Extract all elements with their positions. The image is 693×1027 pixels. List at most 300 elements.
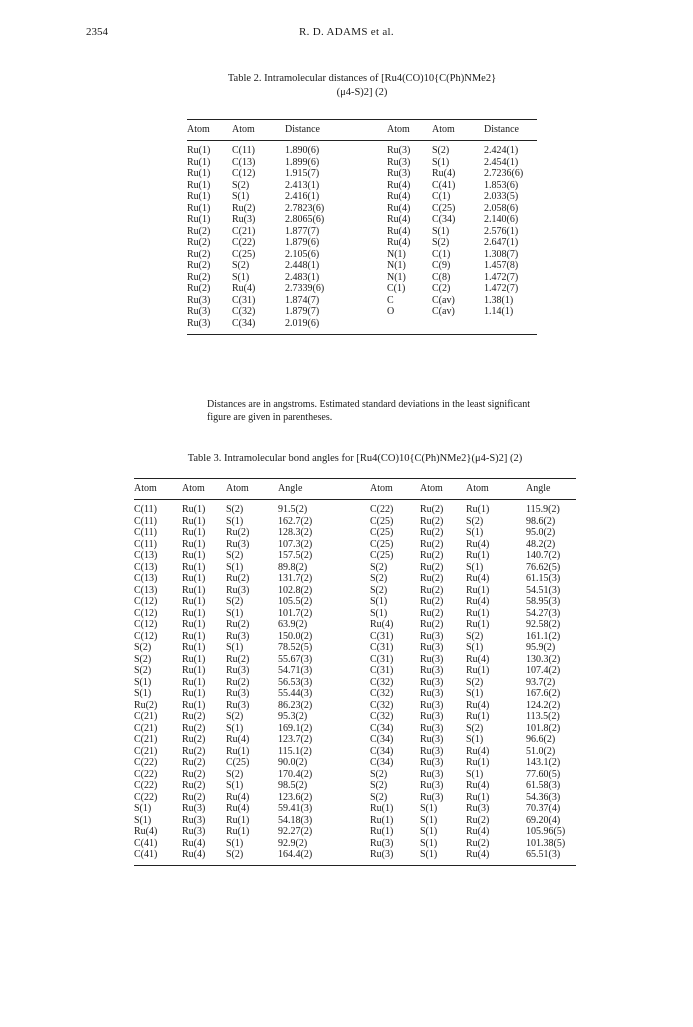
- table-cell: Ru(1): [226, 826, 250, 837]
- table-cell: 95.3(2): [278, 711, 308, 722]
- table-cell: 61.15(3): [526, 573, 561, 584]
- table-cell: Ru(1): [182, 653, 206, 665]
- table-cell: S(2): [466, 630, 484, 642]
- table-cell: Ru(1): [182, 573, 206, 584]
- table-cell: 1.899(6): [285, 156, 320, 168]
- table-cell: Ru(1): [187, 179, 211, 191]
- table-cell: 2.454(1): [484, 156, 519, 168]
- table-cell: C(12): [134, 630, 158, 642]
- table-cell: 150.0(2): [278, 630, 313, 642]
- table-cell: 2.424(1): [484, 145, 519, 156]
- table-cell: Ru(4): [466, 699, 490, 711]
- table-cell: Ru(1): [466, 619, 490, 630]
- table-cell: C(8): [432, 271, 451, 283]
- table-cell: 1.14(1): [484, 306, 514, 317]
- table-cell: Ru(2): [187, 260, 211, 271]
- table-cell: Ru(3): [420, 722, 444, 734]
- table-row: [134, 688, 576, 700]
- table-cell: 2.8065(6): [285, 214, 325, 225]
- table-cell: S(2): [370, 780, 388, 791]
- table-cell: C(34): [232, 317, 256, 329]
- table2-header-cell: Distance: [484, 124, 519, 135]
- table-cell: C(32): [232, 306, 256, 317]
- table-cell: Ru(3): [420, 665, 444, 676]
- table-row: [187, 180, 537, 192]
- table-cell: 2.448(1): [285, 260, 320, 271]
- table-row: [134, 803, 576, 815]
- table-cell: S(2): [370, 584, 388, 596]
- table-cell: Ru(2): [466, 814, 490, 826]
- table3-bond-angles: [134, 478, 576, 866]
- table-cell: Ru(1): [182, 630, 206, 642]
- table-cell: S(1): [432, 225, 450, 237]
- table-cell: Ru(2): [420, 550, 444, 561]
- table-cell: Ru(4): [466, 596, 490, 607]
- table2-footnote: Distances are in angstroms. Estimated standard deviations in the least significant figure are given in parentheses.: [207, 399, 530, 423]
- table-cell: C(1): [432, 248, 451, 260]
- table-cell: C(34): [370, 722, 394, 734]
- table2-distances: [187, 119, 537, 335]
- table-row: [134, 539, 576, 551]
- table-cell: Ru(1): [187, 168, 211, 179]
- table-row: [134, 654, 576, 666]
- table-cell: C(32): [370, 676, 394, 688]
- table-cell: [387, 318, 432, 335]
- table3-header-cell: Atom: [134, 483, 157, 494]
- table3-header-cell: Atom: [370, 483, 393, 494]
- table-cell: 107.4(2): [526, 665, 561, 676]
- table-cell: 98.6(2): [526, 515, 556, 527]
- table-cell: Ru(3): [466, 803, 490, 814]
- table-cell: N(1): [387, 248, 406, 260]
- table-cell: S(2): [134, 642, 152, 653]
- table-row: [134, 838, 576, 850]
- table-cell: Ru(2): [226, 653, 250, 665]
- table-cell: S(1): [134, 803, 152, 814]
- table-cell: 1.308(7): [484, 248, 519, 260]
- table-cell: 98.5(2): [278, 780, 308, 791]
- table-cell: 2.7339(6): [285, 283, 325, 294]
- table-cell: S(1): [420, 849, 438, 860]
- table-cell: Ru(1): [466, 607, 490, 619]
- table-cell: Ru(3): [182, 826, 206, 837]
- table-cell: Ru(3): [187, 317, 211, 329]
- table-cell: 1.38(1): [484, 294, 514, 306]
- table-cell: Ru(1): [182, 538, 206, 550]
- table-row: [134, 723, 576, 735]
- table-cell: 105.5(2): [278, 596, 313, 607]
- table-cell: 2.7823(6): [285, 202, 325, 214]
- table-cell: 65.51(3): [526, 849, 561, 860]
- table-cell: S(2): [370, 768, 388, 780]
- table-cell: 2.019(6): [285, 317, 320, 329]
- table-row: [187, 283, 537, 295]
- table-cell: Ru(3): [226, 665, 250, 676]
- table-cell: 1.890(6): [285, 145, 320, 156]
- table-cell: C(34): [370, 757, 394, 768]
- table-cell: 1.874(7): [285, 294, 320, 306]
- table-cell: S(1): [232, 271, 250, 283]
- table-cell: C(25): [370, 515, 394, 527]
- table2-header-cell: Atom: [187, 124, 210, 135]
- table-cell: 101.7(2): [278, 607, 313, 619]
- table-cell: C(11): [134, 538, 157, 550]
- table-cell: Ru(1): [182, 584, 206, 596]
- table2-header-cell: Atom: [432, 124, 455, 135]
- table-cell: S(1): [466, 688, 484, 699]
- table-cell: S(2): [370, 573, 388, 584]
- table3-body: [134, 500, 576, 866]
- table-row: [134, 527, 576, 539]
- table-cell: Ru(3): [420, 768, 444, 780]
- table-cell: Ru(1): [182, 515, 206, 527]
- table-cell: 58.95(3): [526, 596, 561, 607]
- table-cell: C(12): [134, 619, 158, 630]
- table2-caption-line1: Table 2. Intramolecular distances of [Ru4(CO)10{C(Ph)NMe2}: [227, 73, 497, 84]
- table-cell: Ru(4): [466, 849, 490, 860]
- table-cell: C(21): [134, 745, 158, 757]
- table-cell: Ru(4): [370, 619, 394, 630]
- table-cell: Ru(1): [466, 791, 490, 803]
- table-cell: Ru(2): [420, 504, 444, 515]
- table2-header-cell: Atom: [232, 124, 255, 135]
- table-cell: S(1): [226, 780, 244, 791]
- table-cell: S(1): [466, 768, 484, 780]
- table-cell: 162.7(2): [278, 515, 313, 527]
- table-cell: Ru(4): [387, 225, 411, 237]
- table-cell: Ru(4): [232, 283, 256, 294]
- table-cell: Ru(1): [466, 550, 490, 561]
- table-row: [187, 249, 537, 261]
- table-row: [134, 619, 576, 631]
- table-cell: Ru(3): [420, 780, 444, 791]
- table-cell: C(av): [432, 294, 455, 306]
- table-cell: S(1): [226, 607, 244, 619]
- table-cell: 76.62(5): [526, 561, 561, 573]
- table-cell: Ru(2): [187, 237, 211, 248]
- table-cell: Ru(2): [182, 780, 206, 791]
- table2-caption: [187, 72, 537, 100]
- table-cell: Ru(3): [420, 630, 444, 642]
- table-cell: 130.3(2): [526, 653, 561, 665]
- table-cell: S(2): [466, 722, 484, 734]
- table-cell: 143.1(2): [526, 757, 561, 768]
- table-cell: C(22): [134, 780, 158, 791]
- table-cell: Ru(2): [226, 676, 250, 688]
- table-cell: Ru(1): [370, 814, 394, 826]
- table-cell: 2.033(5): [484, 191, 519, 202]
- table-cell: 54.36(3): [526, 791, 561, 803]
- table3-header-cell: Angle: [526, 483, 551, 494]
- table-cell: Ru(3): [420, 711, 444, 722]
- table-cell: C(11): [134, 515, 157, 527]
- table-cell: S(1): [420, 837, 438, 849]
- table3-header-cell: Atom: [226, 483, 249, 494]
- table-row: [187, 295, 537, 307]
- table-cell: S(2): [226, 849, 244, 860]
- table-cell: S(2): [432, 237, 450, 248]
- table-cell: 78.52(5): [278, 642, 313, 653]
- table-cell: Ru(1): [182, 596, 206, 607]
- table-cell: Ru(2): [182, 791, 206, 803]
- table-cell: 105.96(5): [526, 826, 566, 837]
- table-cell: 131.7(2): [278, 573, 313, 584]
- table-cell: C(21): [232, 225, 256, 237]
- table-cell: 93.7(2): [526, 676, 556, 688]
- table-cell: S(1): [226, 837, 244, 849]
- table-row: [134, 826, 576, 838]
- table-cell: 169.1(2): [278, 722, 313, 734]
- table-cell: Ru(3): [420, 734, 444, 745]
- table-cell: Ru(3): [420, 745, 444, 757]
- table-row: [187, 318, 537, 335]
- table-cell: Ru(3): [420, 791, 444, 803]
- table-cell: Ru(3): [370, 837, 394, 849]
- table-cell: S(2): [232, 179, 250, 191]
- table-cell: C(13): [134, 573, 158, 584]
- table-cell: C(13): [134, 584, 158, 596]
- table-row: [134, 665, 576, 677]
- table-row: [187, 306, 537, 318]
- table-cell: S(2): [226, 550, 244, 561]
- table-cell: 123.7(2): [278, 734, 313, 745]
- table-cell: C(32): [370, 699, 394, 711]
- table-cell: C(41): [134, 837, 158, 849]
- table-cell: Ru(2): [187, 225, 211, 237]
- table-cell: S(1): [466, 734, 484, 745]
- table-cell: C(13): [232, 156, 256, 168]
- table-cell: 164.4(2): [278, 849, 313, 860]
- table3-header-cell: Atom: [182, 483, 205, 494]
- table-cell: C(12): [134, 596, 158, 607]
- table-row: [187, 141, 537, 157]
- table-cell: O: [387, 306, 395, 317]
- table-cell: Ru(2): [420, 538, 444, 550]
- table-cell: Ru(4): [226, 803, 250, 814]
- table-cell: 107.3(2): [278, 538, 313, 550]
- table-cell: C(34): [370, 745, 394, 757]
- table-cell: Ru(4): [387, 214, 411, 225]
- table-cell: 51.0(2): [526, 745, 556, 757]
- table-cell: [484, 318, 537, 335]
- table-cell: 113.5(2): [526, 711, 560, 722]
- table-cell: S(2): [226, 596, 244, 607]
- table-cell: Ru(4): [466, 538, 490, 550]
- table-cell: 92.58(2): [526, 619, 561, 630]
- table-cell: C(31): [370, 642, 394, 653]
- table-cell: C(21): [134, 734, 158, 745]
- table-cell: S(2): [134, 653, 152, 665]
- table-cell: Ru(3): [232, 214, 256, 225]
- page-number: 2354: [86, 26, 108, 38]
- table-cell: 115.9(2): [526, 504, 560, 515]
- table-cell: C(31): [370, 665, 394, 676]
- table-cell: S(2): [232, 260, 250, 271]
- table-cell: Ru(3): [420, 642, 444, 653]
- table-cell: S(1): [226, 561, 244, 573]
- table-cell: S(2): [134, 665, 152, 676]
- table-cell: Ru(3): [387, 168, 411, 179]
- table-cell: 56.53(3): [278, 676, 313, 688]
- table-cell: C(31): [370, 653, 394, 665]
- table-cell: 59.41(3): [278, 803, 313, 814]
- table-cell: 1.915(7): [285, 168, 320, 179]
- table-cell: S(2): [370, 561, 388, 573]
- table-cell: Ru(2): [182, 745, 206, 757]
- table2-header-cell: Atom: [387, 124, 410, 135]
- table-cell: C(22): [134, 791, 158, 803]
- table-cell: Ru(3): [420, 699, 444, 711]
- table-cell: 61.58(3): [526, 780, 561, 791]
- table-cell: Ru(3): [387, 145, 411, 156]
- table-cell: S(1): [226, 722, 244, 734]
- table-cell: 92.9(2): [278, 837, 308, 849]
- table2-header-row: [187, 120, 537, 141]
- table-cell: Ru(1): [187, 191, 211, 202]
- table-cell: Ru(4): [466, 745, 490, 757]
- table-cell: C(25): [370, 538, 394, 550]
- table-cell: 1.877(7): [285, 225, 320, 237]
- table-cell: S(1): [420, 814, 438, 826]
- table-cell: C(22): [232, 237, 256, 248]
- table-cell: Ru(1): [182, 527, 206, 538]
- table-cell: C(22): [370, 504, 394, 515]
- table-cell: Ru(2): [466, 837, 490, 849]
- table-cell: Ru(1): [187, 156, 211, 168]
- table2-caption-line2: (μ4-S)2] (2): [336, 87, 388, 98]
- table-cell: C(41): [134, 849, 158, 860]
- table-cell: S(2): [226, 504, 244, 515]
- table-cell: 1.472(7): [484, 283, 519, 294]
- table3-header-cell: Angle: [278, 483, 303, 494]
- table-cell: S(1): [370, 596, 388, 607]
- table-cell: S(1): [232, 191, 250, 202]
- table-cell: Ru(2): [182, 722, 206, 734]
- table-cell: Ru(1): [466, 665, 490, 676]
- table-cell: 2.416(1): [285, 191, 320, 202]
- table-cell: Ru(2): [420, 619, 444, 630]
- table3-caption: Table 3. Intramolecular bond angles for [Ru4(CO)10{C(Ph)NMe2}(μ4-S)2] (2): [187, 453, 523, 464]
- table-cell: S(1): [226, 642, 244, 653]
- table-cell: Ru(1): [187, 145, 211, 156]
- table-cell: C(22): [134, 768, 158, 780]
- table-cell: Ru(2): [420, 584, 444, 596]
- table-cell: Ru(3): [226, 538, 250, 550]
- table-row: [134, 769, 576, 781]
- table-cell: Ru(2): [134, 699, 158, 711]
- table-row: [187, 272, 537, 284]
- table-row: [134, 562, 576, 574]
- table-cell: Ru(2): [187, 283, 211, 294]
- table-cell: Ru(4): [387, 191, 411, 202]
- table-cell: Ru(3): [226, 630, 250, 642]
- table2-body: [187, 141, 537, 335]
- table-cell: Ru(4): [226, 791, 250, 803]
- table-cell: Ru(1): [182, 607, 206, 619]
- table-cell: C(25): [226, 757, 250, 768]
- table-cell: S(1): [420, 803, 438, 814]
- table-cell: Ru(3): [182, 803, 206, 814]
- table-row: [134, 608, 576, 620]
- table-cell: Ru(2): [182, 768, 206, 780]
- table-cell: C(25): [370, 550, 394, 561]
- table-cell: C(1): [432, 191, 451, 202]
- table-cell: 140.7(2): [526, 550, 561, 561]
- table-row: [134, 700, 576, 712]
- table-cell: 89.8(2): [278, 561, 308, 573]
- table-cell: S(1): [466, 527, 484, 538]
- table-cell: Ru(3): [387, 156, 411, 168]
- table-cell: Ru(4): [182, 837, 206, 849]
- table-cell: Ru(1): [182, 619, 206, 630]
- table-cell: Ru(3): [226, 688, 250, 699]
- table-cell: C(25): [232, 248, 256, 260]
- table-cell: S(2): [466, 676, 484, 688]
- table-cell: Ru(2): [182, 757, 206, 768]
- table-cell: S(2): [226, 768, 244, 780]
- table-row: [134, 757, 576, 769]
- table-cell: S(1): [466, 561, 484, 573]
- table-cell: 123.6(2): [278, 791, 313, 803]
- table-cell: Ru(2): [420, 607, 444, 619]
- table-cell: Ru(1): [182, 676, 206, 688]
- table-cell: 69.20(4): [526, 814, 561, 826]
- table-cell: 101.38(5): [526, 837, 566, 849]
- table-cell: 2.413(1): [285, 179, 320, 191]
- table-cell: Ru(1): [187, 202, 211, 214]
- table-cell: C(av): [432, 306, 455, 317]
- table-cell: Ru(1): [226, 814, 250, 826]
- table-cell: 92.27(2): [278, 826, 313, 837]
- table-cell: 86.23(2): [278, 699, 313, 711]
- table-cell: 2.105(6): [285, 248, 320, 260]
- table-row: [187, 260, 537, 272]
- table-cell: Ru(2): [187, 248, 211, 260]
- table-cell: C(25): [432, 202, 456, 214]
- table-cell: Ru(4): [226, 734, 250, 745]
- table-cell: Ru(4): [134, 826, 158, 837]
- table-row: [187, 226, 537, 238]
- table-cell: Ru(1): [182, 642, 206, 653]
- table-cell: 54.27(3): [526, 607, 561, 619]
- table-cell: N(1): [387, 260, 406, 271]
- table-cell: 101.8(2): [526, 722, 561, 734]
- table-cell: Ru(2): [226, 619, 250, 630]
- table-row: [134, 550, 576, 562]
- table-cell: 2.647(1): [484, 237, 519, 248]
- table-cell: 2.058(6): [484, 202, 519, 214]
- table-cell: Ru(1): [466, 584, 490, 596]
- table-cell: Ru(1): [182, 688, 206, 699]
- table-cell: [432, 318, 484, 335]
- running-head: R. D. ADAMS et al.: [299, 26, 394, 38]
- table3-header-cell: Atom: [466, 483, 489, 494]
- table-cell: C(25): [370, 527, 394, 538]
- table-cell: 96.6(2): [526, 734, 556, 745]
- table-cell: S(2): [226, 711, 244, 722]
- table-row: [134, 585, 576, 597]
- table-cell: 55.67(3): [278, 653, 313, 665]
- table-cell: 161.1(2): [526, 630, 561, 642]
- table3-header-row: [134, 479, 576, 500]
- table-row: [134, 849, 576, 866]
- table-cell: Ru(4): [466, 826, 490, 837]
- table-cell: 48.2(2): [526, 538, 556, 550]
- table-cell: 1.879(7): [285, 306, 320, 317]
- table-cell: C(31): [370, 630, 394, 642]
- table-cell: Ru(2): [226, 527, 250, 538]
- table-cell: Ru(4): [387, 202, 411, 214]
